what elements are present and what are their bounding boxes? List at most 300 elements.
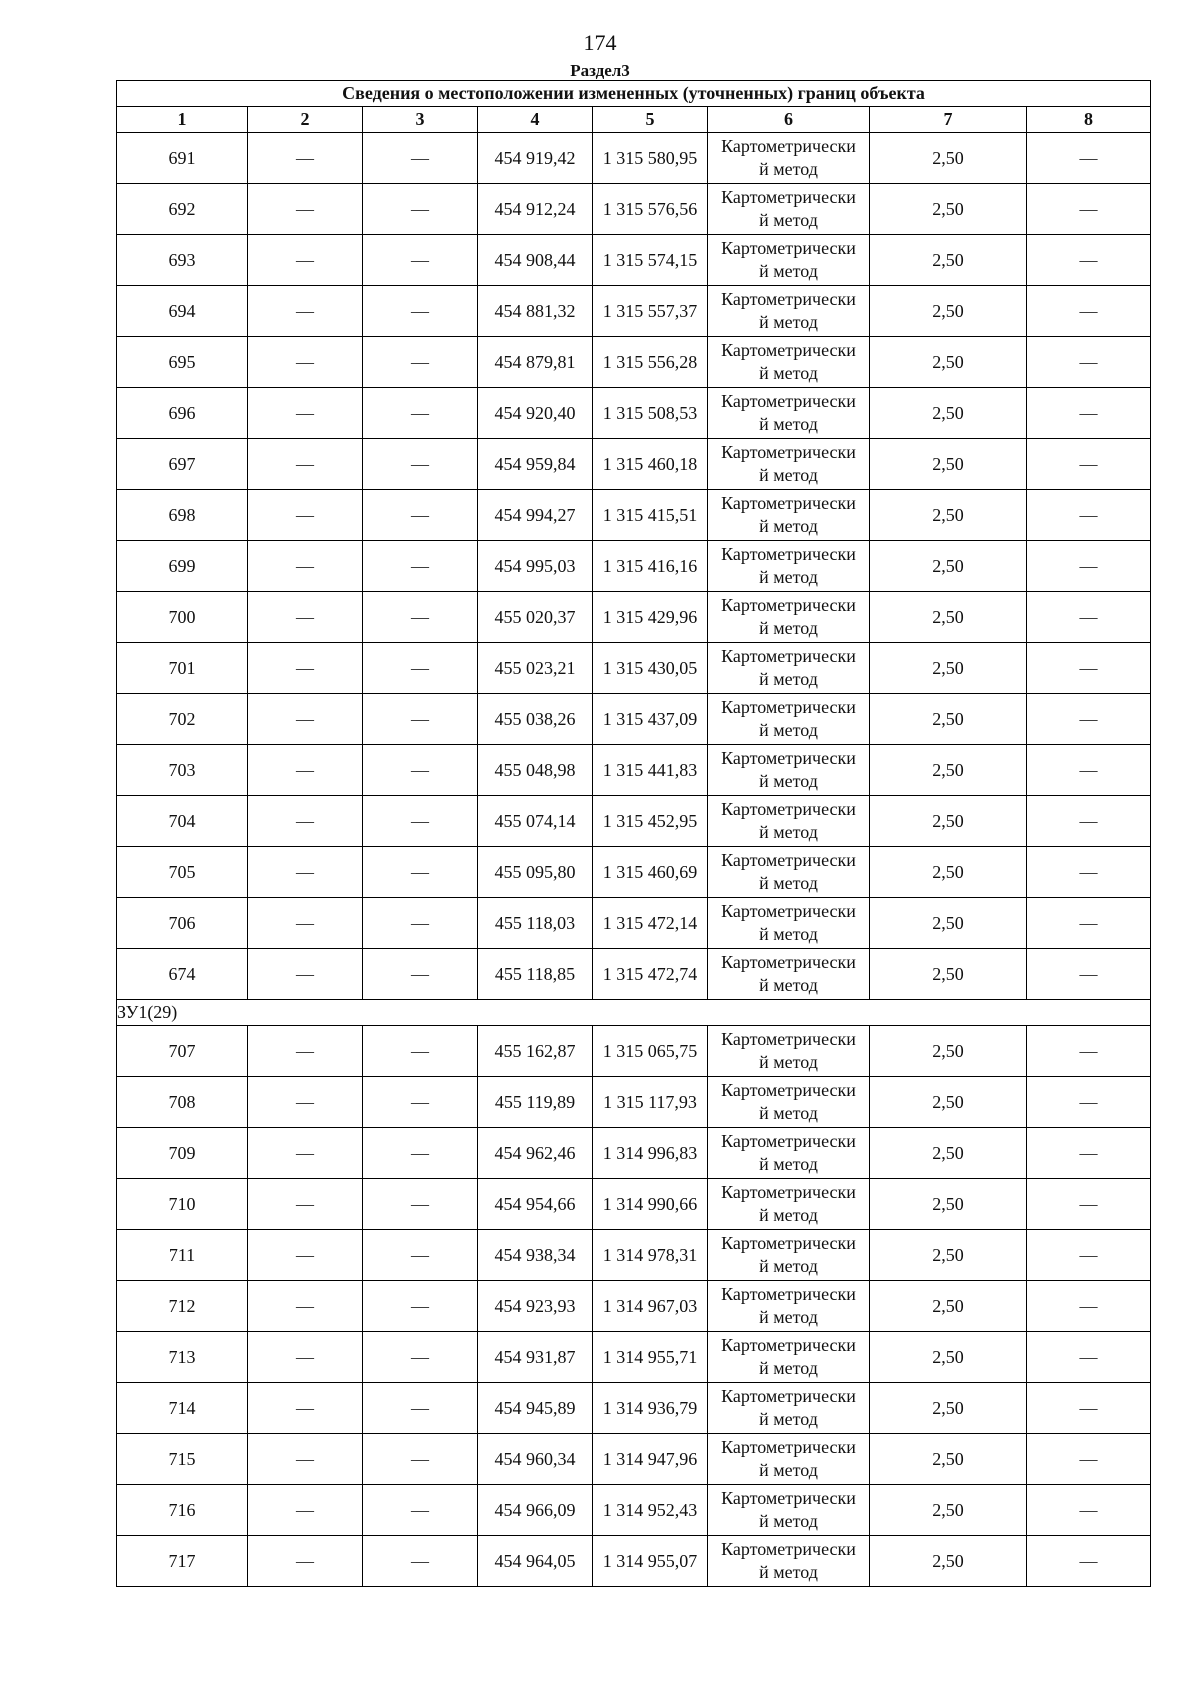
point-number-cell: 715 <box>117 1434 248 1485</box>
y-coordinate-cell: 1 315 429,96 <box>593 592 708 643</box>
empty-dash-cell: — <box>363 1281 478 1332</box>
empty-dash-cell: — <box>248 490 363 541</box>
y-coordinate-cell: 1 314 955,71 <box>593 1332 708 1383</box>
empty-dash-cell: — <box>248 133 363 184</box>
method-cell <box>708 1485 870 1536</box>
accuracy-cell: 2,50 <box>870 1383 1027 1434</box>
empty-dash-cell: — <box>248 796 363 847</box>
y-coordinate-cell: 1 314 990,66 <box>593 1179 708 1230</box>
empty-dash-cell: — <box>1027 949 1151 1000</box>
empty-dash-cell: — <box>1027 745 1151 796</box>
method-line: Картометрически <box>721 1437 856 1457</box>
empty-dash-cell: — <box>248 1077 363 1128</box>
method-line: й метод <box>759 210 818 230</box>
method-line: й метод <box>759 1409 818 1429</box>
method-line: Картометрически <box>721 289 856 309</box>
x-coordinate-cell: 454 960,34 <box>478 1434 593 1485</box>
method-cell <box>708 337 870 388</box>
point-number-cell: 698 <box>117 490 248 541</box>
empty-dash-cell: — <box>1027 1281 1151 1332</box>
x-coordinate-cell: 455 118,85 <box>478 949 593 1000</box>
point-number-cell: 699 <box>117 541 248 592</box>
accuracy-cell: 2,50 <box>870 592 1027 643</box>
method-line: й метод <box>759 1307 818 1327</box>
point-number-cell: 702 <box>117 694 248 745</box>
point-number-cell: 711 <box>117 1230 248 1281</box>
table-row <box>117 1077 1151 1128</box>
method-cell <box>708 1179 870 1230</box>
empty-dash-cell: — <box>363 1128 478 1179</box>
table-row <box>117 490 1151 541</box>
empty-dash-cell: — <box>1027 1434 1151 1485</box>
empty-dash-cell: — <box>1027 694 1151 745</box>
method-cell <box>708 847 870 898</box>
table-caption-row <box>117 81 1151 107</box>
empty-dash-cell: — <box>363 235 478 286</box>
table-row <box>117 133 1151 184</box>
page-number: 174 <box>583 30 617 55</box>
empty-dash-cell: — <box>363 694 478 745</box>
y-coordinate-cell: 1 314 936,79 <box>593 1383 708 1434</box>
accuracy-cell: 2,50 <box>870 235 1027 286</box>
method-cell <box>708 745 870 796</box>
table-row <box>117 1026 1151 1077</box>
empty-dash-cell: — <box>363 592 478 643</box>
empty-dash-cell: — <box>1027 1383 1151 1434</box>
point-number-cell: 707 <box>117 1026 248 1077</box>
empty-dash-cell: — <box>363 847 478 898</box>
empty-dash-cell: — <box>248 1026 363 1077</box>
method-cell <box>708 1128 870 1179</box>
x-coordinate-cell: 455 118,03 <box>478 898 593 949</box>
x-coordinate-cell: 454 908,44 <box>478 235 593 286</box>
accuracy-cell: 2,50 <box>870 949 1027 1000</box>
method-cell <box>708 1281 870 1332</box>
empty-dash-cell: — <box>248 1332 363 1383</box>
column-number: 5 <box>593 107 708 133</box>
empty-dash-cell: — <box>1027 286 1151 337</box>
accuracy-cell: 2,50 <box>870 1026 1027 1077</box>
x-coordinate-cell: 454 994,27 <box>478 490 593 541</box>
point-number-cell: 705 <box>117 847 248 898</box>
method-line: Картометрически <box>721 1488 856 1508</box>
table-row <box>117 184 1151 235</box>
column-number-row <box>117 107 1151 133</box>
point-number-cell: 674 <box>117 949 248 1000</box>
point-number-cell: 714 <box>117 1383 248 1434</box>
y-coordinate-cell: 1 315 556,28 <box>593 337 708 388</box>
y-coordinate-cell: 1 315 430,05 <box>593 643 708 694</box>
table-row <box>117 1383 1151 1434</box>
point-number-cell: 708 <box>117 1077 248 1128</box>
method-cell <box>708 796 870 847</box>
empty-dash-cell: — <box>1027 184 1151 235</box>
table-row <box>117 541 1151 592</box>
method-cell <box>708 439 870 490</box>
accuracy-cell: 2,50 <box>870 184 1027 235</box>
method-line: й метод <box>759 975 818 995</box>
method-line: Картометрически <box>721 136 856 156</box>
column-number: 6 <box>708 107 870 133</box>
accuracy-cell: 2,50 <box>870 898 1027 949</box>
method-cell <box>708 1332 870 1383</box>
y-coordinate-cell: 1 315 437,09 <box>593 694 708 745</box>
point-number-cell: 713 <box>117 1332 248 1383</box>
x-coordinate-cell: 454 912,24 <box>478 184 593 235</box>
x-coordinate-cell: 455 095,80 <box>478 847 593 898</box>
y-coordinate-cell: 1 315 460,69 <box>593 847 708 898</box>
method-line: й метод <box>759 1205 818 1225</box>
method-line: Картометрически <box>721 1029 856 1049</box>
accuracy-cell: 2,50 <box>870 1332 1027 1383</box>
empty-dash-cell: — <box>1027 1485 1151 1536</box>
accuracy-cell: 2,50 <box>870 388 1027 439</box>
y-coordinate-cell: 1 314 952,43 <box>593 1485 708 1536</box>
y-coordinate-cell: 1 315 508,53 <box>593 388 708 439</box>
y-coordinate-cell: 1 315 416,16 <box>593 541 708 592</box>
y-coordinate-cell: 1 315 576,56 <box>593 184 708 235</box>
empty-dash-cell: — <box>363 541 478 592</box>
x-coordinate-cell: 455 048,98 <box>478 745 593 796</box>
method-cell <box>708 694 870 745</box>
empty-dash-cell: — <box>248 949 363 1000</box>
accuracy-cell: 2,50 <box>870 439 1027 490</box>
method-line: Картометрически <box>721 952 856 972</box>
method-cell <box>708 1230 870 1281</box>
point-number-cell: 710 <box>117 1179 248 1230</box>
method-line: Картометрически <box>721 391 856 411</box>
table-row <box>117 1128 1151 1179</box>
y-coordinate-cell: 1 315 441,83 <box>593 745 708 796</box>
empty-dash-cell: — <box>363 388 478 439</box>
empty-dash-cell: — <box>248 1485 363 1536</box>
method-line: й метод <box>759 1256 818 1276</box>
y-coordinate-cell: 1 315 117,93 <box>593 1077 708 1128</box>
method-line: й метод <box>759 159 818 179</box>
table-row <box>117 1332 1151 1383</box>
empty-dash-cell: — <box>1027 337 1151 388</box>
x-coordinate-cell: 454 966,09 <box>478 1485 593 1536</box>
empty-dash-cell: — <box>363 1026 478 1077</box>
empty-dash-cell: — <box>363 1332 478 1383</box>
empty-dash-cell: — <box>363 643 478 694</box>
group-label-row <box>117 1000 1151 1026</box>
accuracy-cell: 2,50 <box>870 745 1027 796</box>
empty-dash-cell: — <box>1027 490 1151 541</box>
empty-dash-cell: — <box>248 1536 363 1587</box>
empty-dash-cell: — <box>363 1485 478 1536</box>
method-line: й метод <box>759 1562 818 1582</box>
empty-dash-cell: — <box>1027 1128 1151 1179</box>
x-coordinate-cell: 454 920,40 <box>478 388 593 439</box>
empty-dash-cell: — <box>363 949 478 1000</box>
table-row <box>117 592 1151 643</box>
method-cell <box>708 1536 870 1587</box>
method-line: Картометрически <box>721 1182 856 1202</box>
accuracy-cell: 2,50 <box>870 1230 1027 1281</box>
method-cell <box>708 1026 870 1077</box>
x-coordinate-cell: 454 962,46 <box>478 1128 593 1179</box>
method-cell <box>708 235 870 286</box>
point-number-cell: 717 <box>117 1536 248 1587</box>
method-line: й метод <box>759 516 818 536</box>
table-row <box>117 286 1151 337</box>
method-line: Картометрически <box>721 799 856 819</box>
method-line: Картометрически <box>721 1284 856 1304</box>
table-row <box>117 1434 1151 1485</box>
accuracy-cell: 2,50 <box>870 1077 1027 1128</box>
y-coordinate-cell: 1 314 955,07 <box>593 1536 708 1587</box>
method-line: й метод <box>759 822 818 842</box>
accuracy-cell: 2,50 <box>870 490 1027 541</box>
point-number-cell: 704 <box>117 796 248 847</box>
method-line: Картометрически <box>721 340 856 360</box>
empty-dash-cell: — <box>1027 1536 1151 1587</box>
method-line: Картометрически <box>721 1386 856 1406</box>
empty-dash-cell: — <box>1027 1077 1151 1128</box>
table-row <box>117 388 1151 439</box>
point-number-cell: 696 <box>117 388 248 439</box>
accuracy-cell: 2,50 <box>870 541 1027 592</box>
point-number-cell: 706 <box>117 898 248 949</box>
empty-dash-cell: — <box>248 898 363 949</box>
point-number-cell: 700 <box>117 592 248 643</box>
y-coordinate-cell: 1 315 452,95 <box>593 796 708 847</box>
empty-dash-cell: — <box>1027 1230 1151 1281</box>
x-coordinate-cell: 454 931,87 <box>478 1332 593 1383</box>
empty-dash-cell: — <box>1027 796 1151 847</box>
empty-dash-cell: — <box>1027 541 1151 592</box>
accuracy-cell: 2,50 <box>870 694 1027 745</box>
y-coordinate-cell: 1 315 580,95 <box>593 133 708 184</box>
empty-dash-cell: — <box>1027 898 1151 949</box>
empty-dash-cell: — <box>363 1383 478 1434</box>
point-number-cell: 716 <box>117 1485 248 1536</box>
method-line: й метод <box>759 1460 818 1480</box>
section-title: Раздел3 <box>570 61 630 80</box>
empty-dash-cell: — <box>1027 1179 1151 1230</box>
method-cell <box>708 388 870 439</box>
empty-dash-cell: — <box>363 745 478 796</box>
empty-dash-cell: — <box>363 490 478 541</box>
method-line: Картометрически <box>721 1080 856 1100</box>
column-number: 2 <box>248 107 363 133</box>
accuracy-cell: 2,50 <box>870 1179 1027 1230</box>
method-cell <box>708 1434 870 1485</box>
accuracy-cell: 2,50 <box>870 286 1027 337</box>
point-number-cell: 701 <box>117 643 248 694</box>
accuracy-cell: 2,50 <box>870 847 1027 898</box>
accuracy-cell: 2,50 <box>870 1485 1027 1536</box>
empty-dash-cell: — <box>1027 235 1151 286</box>
accuracy-cell: 2,50 <box>870 643 1027 694</box>
empty-dash-cell: — <box>1027 388 1151 439</box>
empty-dash-cell: — <box>1027 592 1151 643</box>
y-coordinate-cell: 1 314 967,03 <box>593 1281 708 1332</box>
empty-dash-cell: — <box>1027 847 1151 898</box>
empty-dash-cell: — <box>363 1536 478 1587</box>
method-line: й метод <box>759 618 818 638</box>
point-number-cell: 694 <box>117 286 248 337</box>
empty-dash-cell: — <box>248 643 363 694</box>
method-line: й метод <box>759 414 818 434</box>
empty-dash-cell: — <box>248 1434 363 1485</box>
x-coordinate-cell: 454 964,05 <box>478 1536 593 1587</box>
accuracy-cell: 2,50 <box>870 337 1027 388</box>
empty-dash-cell: — <box>248 1383 363 1434</box>
empty-dash-cell: — <box>363 898 478 949</box>
table-row <box>117 1281 1151 1332</box>
method-line: й метод <box>759 465 818 485</box>
x-coordinate-cell: 454 938,34 <box>478 1230 593 1281</box>
accuracy-cell: 2,50 <box>870 1281 1027 1332</box>
empty-dash-cell: — <box>363 1077 478 1128</box>
x-coordinate-cell: 455 038,26 <box>478 694 593 745</box>
table-row <box>117 337 1151 388</box>
method-cell <box>708 949 870 1000</box>
empty-dash-cell: — <box>248 235 363 286</box>
empty-dash-cell: — <box>248 745 363 796</box>
empty-dash-cell: — <box>1027 133 1151 184</box>
table-row <box>117 643 1151 694</box>
point-number-cell: 697 <box>117 439 248 490</box>
boundary-coordinates-table <box>116 80 1151 1587</box>
method-line: й метод <box>759 1103 818 1123</box>
x-coordinate-cell: 454 879,81 <box>478 337 593 388</box>
table-row <box>117 439 1151 490</box>
method-cell <box>708 1077 870 1128</box>
method-cell <box>708 286 870 337</box>
y-coordinate-cell: 1 315 472,74 <box>593 949 708 1000</box>
method-line: Картометрически <box>721 697 856 717</box>
empty-dash-cell: — <box>248 388 363 439</box>
column-number: 7 <box>870 107 1027 133</box>
y-coordinate-cell: 1 314 996,83 <box>593 1128 708 1179</box>
column-number: 4 <box>478 107 593 133</box>
method-line: й метод <box>759 1358 818 1378</box>
table-row <box>117 235 1151 286</box>
method-line: й метод <box>759 771 818 791</box>
method-cell <box>708 592 870 643</box>
x-coordinate-cell: 455 020,37 <box>478 592 593 643</box>
table-row <box>117 796 1151 847</box>
empty-dash-cell: — <box>363 796 478 847</box>
empty-dash-cell: — <box>363 286 478 337</box>
table-row <box>117 1485 1151 1536</box>
accuracy-cell: 2,50 <box>870 1536 1027 1587</box>
point-number-cell: 693 <box>117 235 248 286</box>
method-line: й метод <box>759 261 818 281</box>
method-line: й метод <box>759 669 818 689</box>
empty-dash-cell: — <box>363 133 478 184</box>
method-cell <box>708 133 870 184</box>
y-coordinate-cell: 1 315 415,51 <box>593 490 708 541</box>
table-row <box>117 898 1151 949</box>
method-line: й метод <box>759 1154 818 1174</box>
empty-dash-cell: — <box>1027 1332 1151 1383</box>
x-coordinate-cell: 455 074,14 <box>478 796 593 847</box>
empty-dash-cell: — <box>248 184 363 235</box>
empty-dash-cell: — <box>248 439 363 490</box>
column-number: 1 <box>117 107 248 133</box>
method-cell <box>708 184 870 235</box>
method-line: Картометрически <box>721 748 856 768</box>
empty-dash-cell: — <box>248 1128 363 1179</box>
empty-dash-cell: — <box>248 541 363 592</box>
method-line: Картометрически <box>721 238 856 258</box>
method-line: Картометрически <box>721 1131 856 1151</box>
y-coordinate-cell: 1 315 574,15 <box>593 235 708 286</box>
method-line: й метод <box>759 924 818 944</box>
method-line: й метод <box>759 873 818 893</box>
x-coordinate-cell: 454 923,93 <box>478 1281 593 1332</box>
method-line: Картометрически <box>721 1539 856 1559</box>
method-line: й метод <box>759 363 818 383</box>
method-line: й метод <box>759 567 818 587</box>
method-line: й метод <box>759 1511 818 1531</box>
point-number-cell: 703 <box>117 745 248 796</box>
method-line: Картометрически <box>721 493 856 513</box>
accuracy-cell: 2,50 <box>870 796 1027 847</box>
method-line: Картометрически <box>721 901 856 921</box>
method-cell <box>708 643 870 694</box>
x-coordinate-cell: 454 945,89 <box>478 1383 593 1434</box>
accuracy-cell: 2,50 <box>870 1128 1027 1179</box>
method-line: Картометрически <box>721 544 856 564</box>
empty-dash-cell: — <box>248 1230 363 1281</box>
y-coordinate-cell: 1 315 472,14 <box>593 898 708 949</box>
empty-dash-cell: — <box>1027 439 1151 490</box>
y-coordinate-cell: 1 315 557,37 <box>593 286 708 337</box>
empty-dash-cell: — <box>1027 1026 1151 1077</box>
table-caption: Сведения о местоположении измененных (уточненных) границ объекта <box>117 81 1151 107</box>
empty-dash-cell: — <box>248 694 363 745</box>
method-line: й метод <box>759 312 818 332</box>
empty-dash-cell: — <box>1027 643 1151 694</box>
x-coordinate-cell: 454 954,66 <box>478 1179 593 1230</box>
method-line: й метод <box>759 720 818 740</box>
method-line: Картометрически <box>721 442 856 462</box>
table-row <box>117 745 1151 796</box>
x-coordinate-cell: 455 119,89 <box>478 1077 593 1128</box>
empty-dash-cell: — <box>248 1179 363 1230</box>
x-coordinate-cell: 454 919,42 <box>478 133 593 184</box>
table-row <box>117 694 1151 745</box>
accuracy-cell: 2,50 <box>870 1434 1027 1485</box>
point-number-cell: 691 <box>117 133 248 184</box>
table-row <box>117 1230 1151 1281</box>
y-coordinate-cell: 1 314 978,31 <box>593 1230 708 1281</box>
empty-dash-cell: — <box>248 847 363 898</box>
empty-dash-cell: — <box>248 592 363 643</box>
method-cell <box>708 898 870 949</box>
column-number: 3 <box>363 107 478 133</box>
method-cell <box>708 1383 870 1434</box>
method-line: й метод <box>759 1052 818 1072</box>
empty-dash-cell: — <box>363 184 478 235</box>
x-coordinate-cell: 454 959,84 <box>478 439 593 490</box>
point-number-cell: 712 <box>117 1281 248 1332</box>
x-coordinate-cell: 454 995,03 <box>478 541 593 592</box>
method-line: Картометрически <box>721 1233 856 1253</box>
table-row <box>117 847 1151 898</box>
y-coordinate-cell: 1 315 065,75 <box>593 1026 708 1077</box>
method-line: Картометрически <box>721 595 856 615</box>
x-coordinate-cell: 454 881,32 <box>478 286 593 337</box>
empty-dash-cell: — <box>248 337 363 388</box>
x-coordinate-cell: 455 162,87 <box>478 1026 593 1077</box>
method-cell <box>708 541 870 592</box>
